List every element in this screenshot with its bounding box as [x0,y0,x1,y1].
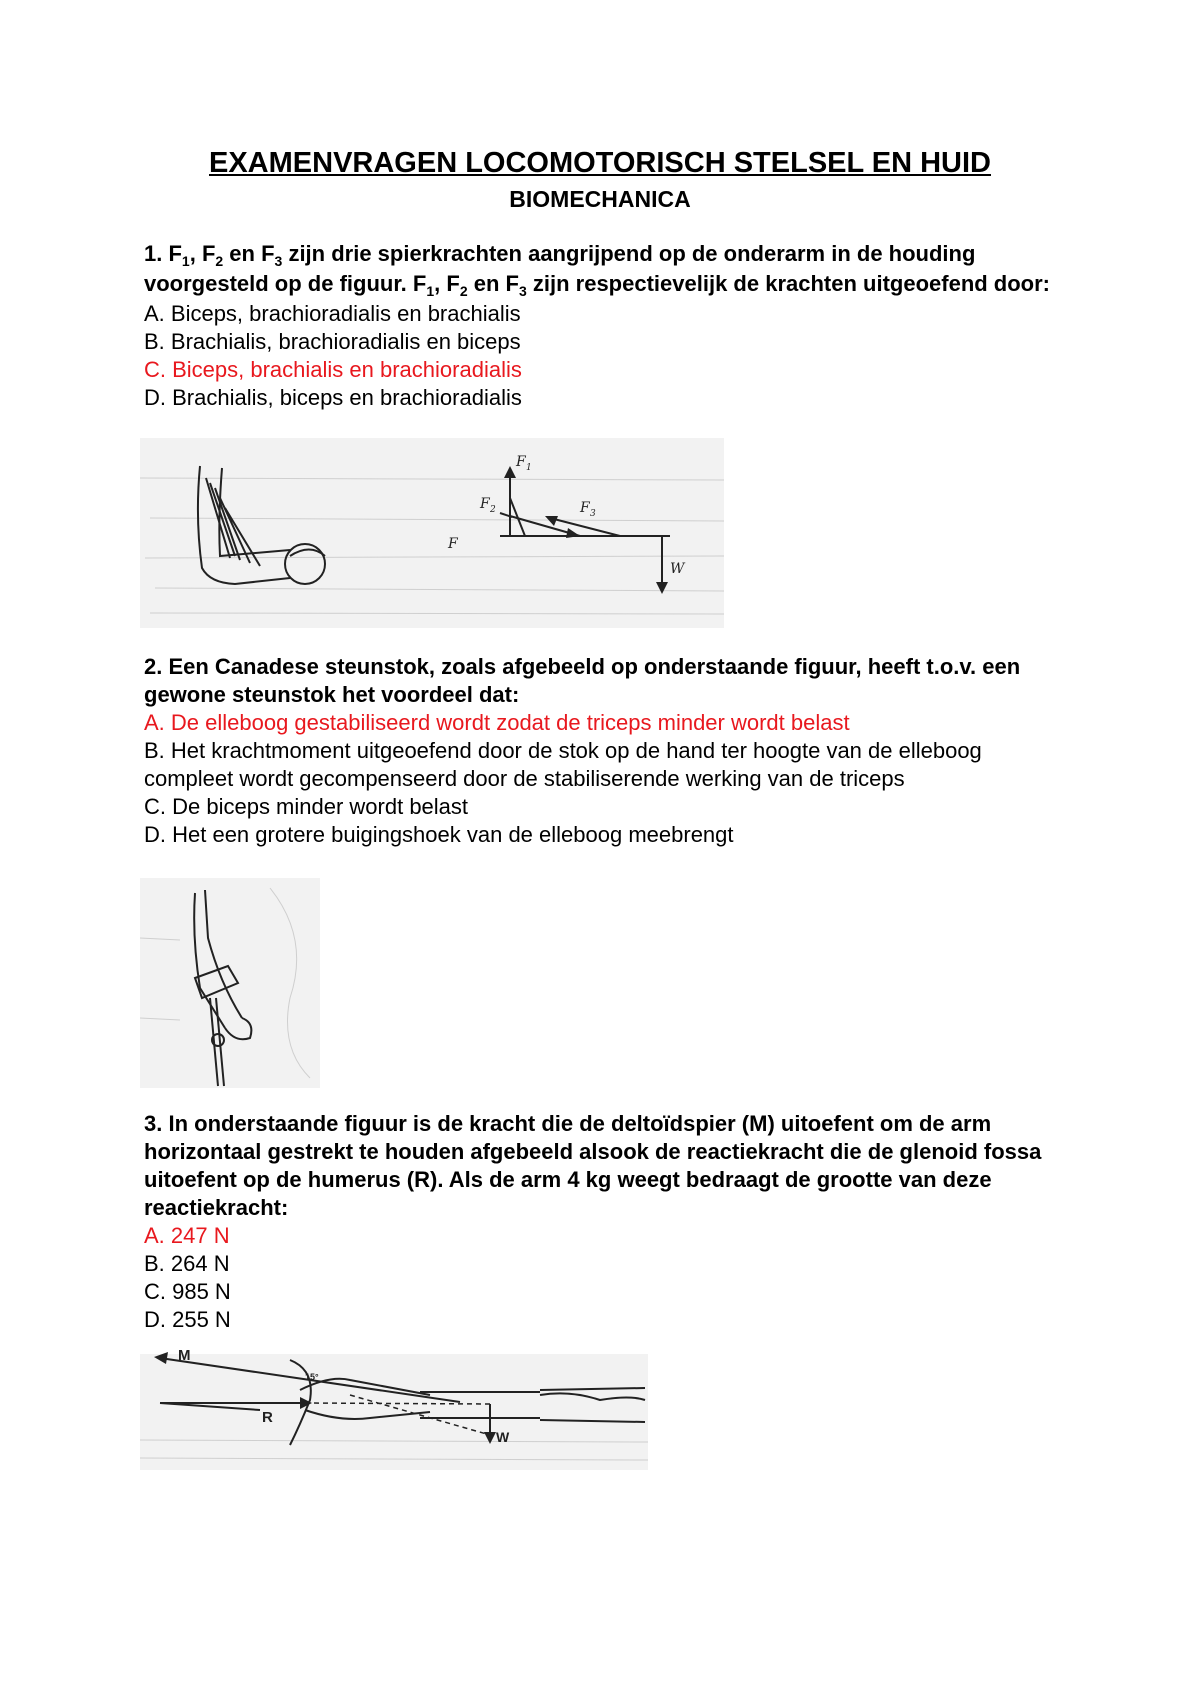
option-d: D. 255 N [144,1307,231,1332]
question-text: Een Canadese steunstok, zoals afgebeeld op onderstaande figuur, heeft t.o.v. een gewone steunstok het voordeel dat: [144,654,1021,707]
label-w: W [670,561,685,577]
option-b: B. Brachialis, brachioradialis en biceps [144,329,521,354]
option-a: A. Biceps, brachioradialis en brachialis [144,301,521,326]
option-d: D. Brachialis, biceps en brachioradialis [144,385,522,410]
figure-arm-forces [140,438,724,628]
question-text: In onderstaande figuur is de kracht die de deltoïdspier (M) uitoefent om de arm horizontaal gestrekt te houden afgebeeld alsook de reactiekracht die de glenoid fossa uitoefent op de humerus (R). Als de arm 4 kg weegt bedraagt de grootte van deze reactiekracht: [144,1111,1042,1220]
option-c: C. De biceps minder wordt belast [144,794,469,819]
question-2-text [144,653,1064,709]
label-f1: F [516,454,526,470]
question-1-text [144,240,1064,300]
subscript: 1 [181,253,190,269]
subscript: 3 [274,253,283,269]
label-f3: F [580,500,590,516]
subscript: 2 [215,253,224,269]
label-f1-sub: 1 [526,463,532,473]
question-number: 2. [144,654,163,679]
text-part: , F [434,271,460,296]
question-3 [144,1110,1064,1334]
subscript: 2 [459,283,468,299]
text-part: en F [467,271,519,296]
label-f3-sub: 3 [590,509,596,519]
figure-deltoid-forces [140,1340,648,1470]
text-part: , F [189,241,216,266]
subscript: 3 [518,283,527,299]
label-f2: F [480,496,490,512]
question-1 [144,240,1064,412]
option-d: D. Het een grotere buigingshoek van de elleboog meebrengt [144,822,734,847]
page-title: EXAMENVRAGEN LOCOMOTORISCH STELSEL EN HUID [209,147,991,179]
option-a-correct: A. De elleboog gestabiliseerd wordt zodat de triceps minder wordt belast [144,710,850,735]
question-2 [144,653,1064,849]
option-b: B. 264 N [144,1251,230,1276]
label-r: R [262,1409,273,1426]
text-part: F [162,241,182,266]
label-f: F [448,536,458,552]
label-f2-sub: 2 [490,505,496,515]
figure-arm-forces-drawing [140,438,724,628]
option-a-correct: A. 247 N [144,1223,230,1248]
question-number: 1. [144,241,163,266]
figure-deltoid-drawing [140,1340,648,1470]
text-part: zijn respectievelijk de krachten uitgeoefend door: [526,271,1051,296]
option-b: B. Het krachtmoment uitgeoefend door de stok op de hand ter hoogte van de elleboog compleet wordt gecompenseerd door de stabiliserende werking van de triceps [144,738,982,791]
figure-crutch-drawing [140,878,320,1088]
figure-canadian-crutch [140,878,320,1088]
question-3-text [144,1110,1064,1222]
label-angle: 15° [305,1372,319,1382]
option-c-correct: C. Biceps, brachialis en brachioradialis [144,357,522,382]
page-subtitle: BIOMECHANICA [509,186,691,212]
subscript: 1 [426,283,435,299]
text-part: en F [223,241,275,266]
label-m: M [178,1347,191,1364]
text-part: zijn drie spierkrachten aangrijpend op de onderarm in de houding voorgesteld op de figuur. F [144,241,976,296]
option-c: C. 985 N [144,1279,231,1304]
label-w: W [496,1429,510,1445]
question-number: 3. [144,1111,163,1136]
